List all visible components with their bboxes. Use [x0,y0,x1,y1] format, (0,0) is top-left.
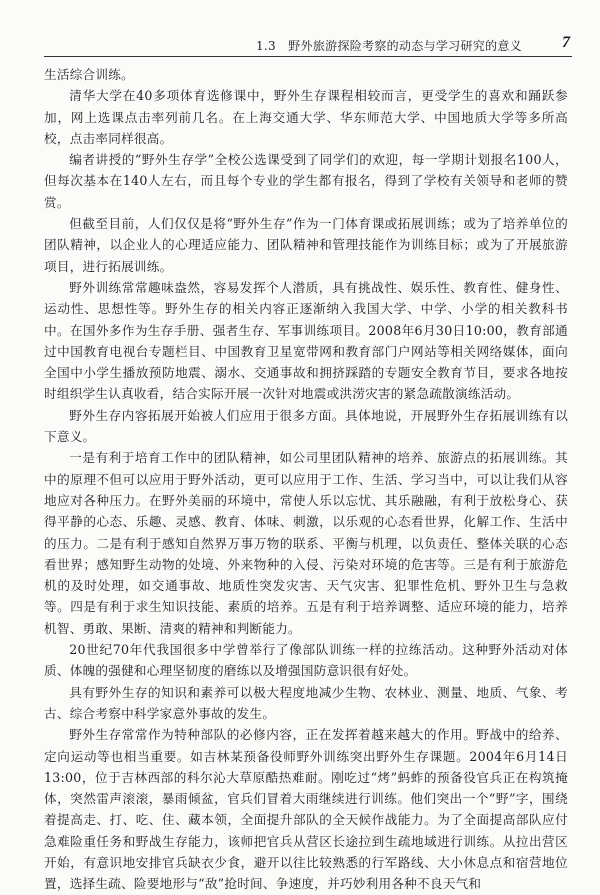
paragraph: 但截至目前，人们仅仅是将“野外生存”作为一门体育课或拓展训练；或为了培养单位的团队精神，以企业人的心理适应能力、团队精神和管理技能作为训练目标；或为了开展旅游项目，进行拓展训练。 [44,216,568,274]
paragraph: 具有野外生存的知识和素养可以极大程度地减少生物、农林业、测量、地质、气象、考古、综合考察中科学家意外事故的发生。 [44,684,568,721]
paragraph: 一是有利于培育工作中的团队精神，如公司里团队精神的培养、旅游点的拓展训练。其中的原理不但可以应用于野外活动，更可以应用于工作、生活、学习当中，可以让我们从容地应对各种压力。在野外美丽的环境中，常使人乐以忘忧、其乐融融，有利于放松身心、获得平静的心态、乐趣、灵感、教育、体味、刺激，以乐观的心态看世界，化解工作、生活中的压力。二是有利于感知自然界万事万物的联系、平衡与机理，以负责任、整体关联的心态看世界；感知野生动物的处境、外来物种的入侵、污染对环境的危害等。三是有利于旅游危机的及时处理，如交通事故、地质性突发灾害、天气灾害、犯罪性危机、野外卫生与急救等。四是有利于求生知识技能、素质的培养。五是有利于培养调整、适应环境的能力，培养机智、勇敢、果断、清爽的精神和判断能力。 [44,450,568,636]
paragraph: 20世纪70年代我国很多中学曾举行了像部队训练一样的拉练活动。这种野外活动对体质、体魄的强健和心理坚韧度的磨练以及增强国防意识很有好处。 [44,642,568,679]
paragraph-continuation: 生活综合训练。 [44,67,134,82]
body-text [44,64,568,895]
paragraph: 清华大学在40多项体育选修课中，野外生存课程相较而言，更受学生的喜欢和踊跃参加，网上选课点击率列前几名。在上海交通大学、华东师范大学、中国地质大学等多所高校，点击率同样很高。 [44,88,568,146]
page-number: 7 [562,34,570,51]
paragraph: 野外生存内容拓展开始被人们应用于很多方面。具体地说，开展野外生存拓展训练有以下意义。 [44,407,568,445]
header-title: 1.3 野外旅游探险考察的动态与学习研究的意义 [256,39,522,53]
paragraph: 野外生存常常作为特种部队的必修内容，正在发挥着越来越大的作用。野战中的给养、定向运动等也相当重要。如吉林某预备役师野外训练突出野外生存课题。2004年6月14日13:00，位于吉林西部的科尔沁大草原酷热难耐。刚吃过“烤”蚂蚱的预备役官兵正在构筑掩体，突然雷声滚滚，暴雨倾盆，官兵们冒着大雨继续进行训练。他们突出一个“野”字，围绕着提高走、打、吃、住、藏本领，全面提升部队的全天候作战能力。为了全面提高部队应付急难险重任务和野战生存能力，该师把官兵从营区长途拉到生疏地域进行训练。从拉出营区开始，有意识地安排官兵缺衣少食，避开以往比较熟悉的行军路线、大小休息点和宿营地位置，选择生疏、险要地形与“敌”抢时间、争速度，并巧妙利用各种不良天气和 [44,727,568,892]
paragraph: 野外训练常常趣味盎然，容易发挥个人潜质，具有挑战性、娱乐性、教育性、健身性、运动性、思想性等。野外生存的相关内容正逐渐纳入我国大学、中学、小学的相关教科书中。在国外多作为生存手册、强者生存、军事训练项目。2008年6月30日10:00，教育部通过中国教育电视台专题栏目、中国教育卫星宽带网和教育部门户网站等相关网络媒体，面向全国中小学生播放预防地震、溺水、交通事故和拥挤踩踏的专题安全教育节目，要求各地按时组织学生认真收看，结合实际开展一次针对地震或洪涝灾害的紧急疏散演练活动。 [44,279,568,402]
running-header [44,36,572,57]
paragraph: 编者讲授的“野外生存学”全校公选课受到了同学们的欢迎，每一学期计划报名100人，但每次基本在140人左右，而且每个专业的学生都有报名，得到了学校有关领导和老师的赞赏。 [44,152,568,210]
